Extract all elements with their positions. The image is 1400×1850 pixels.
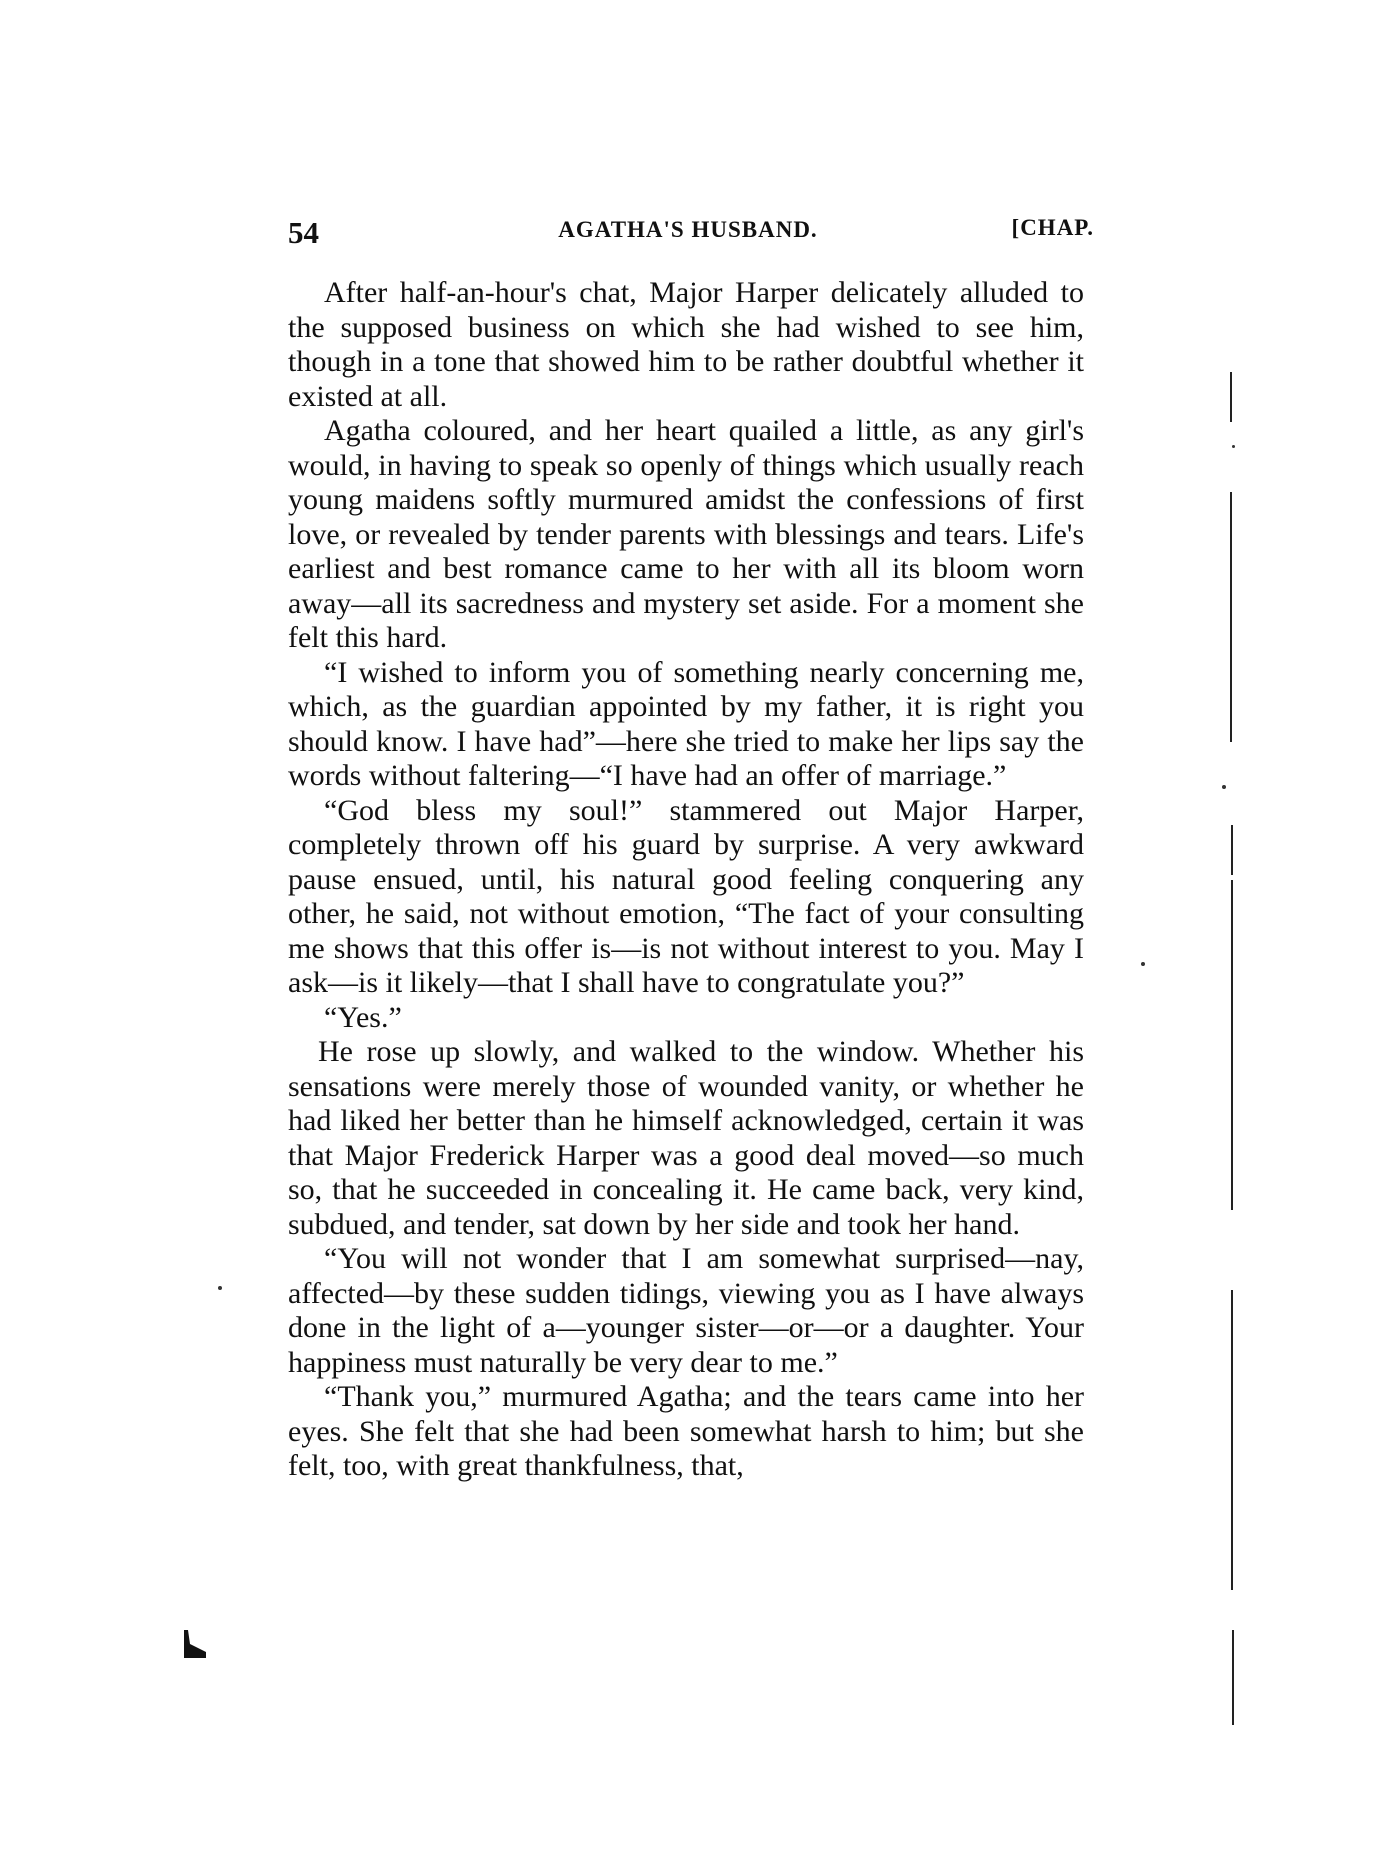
paragraph: He rose up slowly, and walked to the window. Whether his sensations were merely those of wounded vanity, or whether he had liked her better than he himself acknowledged, certain it was that Major Frederick Harper was a good deal moved—so much so, that he succeeded in concealing it. He came back, very kind, subdued, and tender, sat down by her side and took her hand.	[288, 1035, 1084, 1241]
paragraph: “Yes.”	[324, 1000, 402, 1034]
scan-gutter-line	[1230, 372, 1232, 422]
scan-corner-mark	[182, 1630, 208, 1658]
paragraph: “I wished to inform you of something nearly concerning me, which, as the guardian appointed by my father, it is right you should know. I have had”—here she tried to make her lips say the words without faltering—“I have had an offer of marriage.”	[288, 655, 1084, 792]
scan-gutter-line	[1231, 825, 1233, 875]
running-title: AGATHA'S HUSBAND.	[558, 217, 818, 242]
paragraph: Agatha coloured, and her heart quailed a little, as any girl's would, in having to speak so openly of things which usually reach young maidens softly murmured amidst the confessions of first love, or revealed by tender parents with blessings and tears. Life's earliest and best romance came to her with all its bloom worn away—all its sacredness and mystery set aside. For a moment she felt this hard.	[288, 414, 1084, 654]
scan-speck	[218, 1286, 222, 1290]
scan-gutter-line	[1232, 1630, 1234, 1725]
paragraph: “Thank you,” murmured Agatha; and the tears came into her eyes. She felt that she had been somewhat harsh to him; but she felt, too, with great thankfulness, that,	[288, 1380, 1084, 1482]
chapter-label: [CHAP.	[1011, 215, 1094, 240]
paragraph: “God bless my soul!” stammered out Major Harper, completely thrown off his guard by surprise. A very awkward pause ensued, until, his natural good feeling conquering any other, he said, not without emotion, “The fact of your consulting me shows that this offer is—is not without interest to you. May I ask—is it likely—that I shall have to congratulate you?”	[288, 793, 1084, 999]
body-text	[288, 276, 1084, 1484]
scan-gutter-line	[1231, 880, 1233, 1210]
paragraph: After half-an-hour's chat, Major Harper delicately alluded to the supposed business on which she had wished to see him, though in a tone that showed him to be rather doubtful whether it existed at all.	[288, 276, 1084, 413]
page-number: 54	[288, 215, 319, 250]
scan-gutter-line	[1230, 492, 1232, 742]
scan-speck	[1232, 445, 1235, 448]
scan-gutter-line	[1231, 1290, 1233, 1590]
scan-speck	[1141, 962, 1145, 966]
paragraph: “You will not wonder that I am somewhat surprised—nay, affected—by these sudden tidings, viewing you as I have always done in the light of a—younger sister—or—or a daughter. Your happiness must naturally be very dear to me.”	[288, 1242, 1084, 1379]
scan-speck	[1222, 785, 1226, 789]
page-header	[288, 215, 1094, 255]
